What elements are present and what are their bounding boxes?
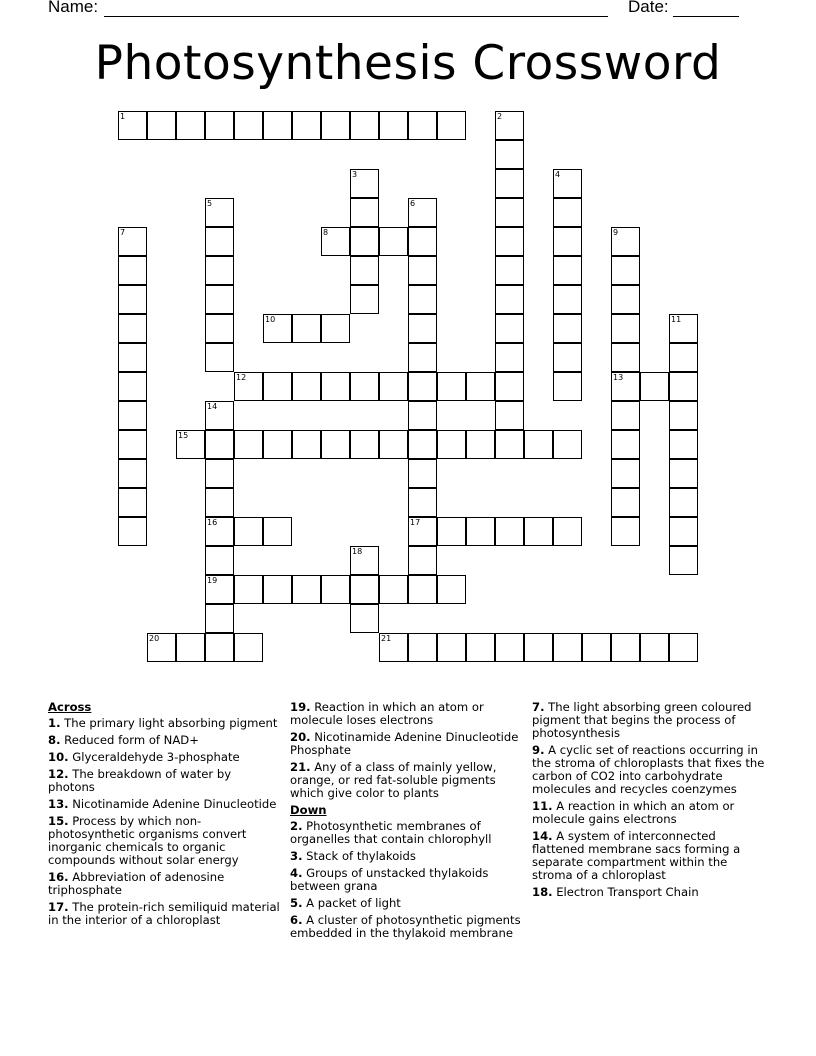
- clue-item: [290, 820, 522, 846]
- crossword-cell[interactable]: [408, 488, 437, 517]
- crossword-cell[interactable]: [234, 575, 263, 604]
- crossword-cell[interactable]: [524, 430, 553, 459]
- clue-number-label: 4.: [290, 866, 303, 880]
- crossword-cell[interactable]: [205, 546, 234, 575]
- crossword-cell[interactable]: [350, 285, 379, 314]
- clue-number-label: 1.: [48, 716, 61, 730]
- crossword-cell[interactable]: [321, 430, 350, 459]
- clue-number-label: 7.: [532, 700, 545, 714]
- clue-number: 9: [613, 228, 619, 237]
- clue-text: The breakdown of water by photons: [48, 767, 232, 794]
- crossword-cell[interactable]: [292, 314, 321, 343]
- clue-item: [48, 768, 280, 794]
- crossword-cell[interactable]: [437, 633, 466, 662]
- clue-item: [290, 761, 522, 800]
- clue-column-1: [48, 701, 280, 931]
- crossword-cell[interactable]: [205, 430, 234, 459]
- clue-number-label: 14.: [532, 829, 553, 843]
- crossword-cell[interactable]: [321, 314, 350, 343]
- crossword-cell[interactable]: [118, 314, 147, 343]
- crossword-cell[interactable]: [611, 227, 640, 256]
- clue-number-label: 21.: [290, 760, 311, 774]
- clue-text: Abbreviation of adenosine triphosphate: [48, 870, 225, 897]
- crossword-cell[interactable]: [611, 372, 640, 401]
- clue-number: 2: [497, 112, 503, 121]
- page-title: Photosynthesis Crossword: [94, 36, 722, 91]
- clue-text: Any of a class of mainly yellow, orange, or red fat-soluble pigments which give color to plants: [290, 760, 497, 800]
- crossword-cell[interactable]: [495, 633, 524, 662]
- clue-item: [290, 914, 522, 940]
- clue-number: 3: [352, 170, 358, 179]
- crossword-cell[interactable]: [495, 198, 524, 227]
- clue-number-label: 11.: [532, 799, 553, 813]
- crossword-cell[interactable]: [437, 517, 466, 546]
- clue-text: The light absorbing green coloured pigment that begins the process of photosynthesis: [532, 700, 752, 740]
- clue-number: 19: [207, 576, 218, 585]
- crossword-cell[interactable]: [408, 198, 437, 227]
- clue-item: [48, 717, 280, 730]
- clue-item: [48, 734, 280, 747]
- crossword-cell[interactable]: [234, 430, 263, 459]
- clue-number: 12: [236, 373, 247, 382]
- across-heading: Across: [48, 700, 92, 714]
- crossword-cell[interactable]: [669, 488, 698, 517]
- crossword-cell[interactable]: [495, 256, 524, 285]
- crossword-cell[interactable]: [205, 517, 234, 546]
- crossword-cell[interactable]: [205, 198, 234, 227]
- crossword-cell[interactable]: [205, 111, 234, 140]
- crossword-cell[interactable]: [379, 111, 408, 140]
- crossword-cell[interactable]: [408, 459, 437, 488]
- clue-text: A cyclic set of reactions occurring in the stroma of chloroplasts that fixes the carbon of CO2 into carbohydrate molecules and recycles coenzymes: [532, 743, 765, 796]
- crossword-cell[interactable]: [408, 111, 437, 140]
- clue-text: Electron Transport Chain: [556, 885, 699, 899]
- crossword-cell[interactable]: [292, 430, 321, 459]
- clue-number-label: 18.: [532, 885, 553, 899]
- clue-text: Photosynthetic membranes of organelles that contain chlorophyll: [290, 819, 492, 846]
- crossword-cell[interactable]: [553, 227, 582, 256]
- crossword-cell[interactable]: [408, 227, 437, 256]
- crossword-cell[interactable]: [118, 256, 147, 285]
- clue-item: [532, 701, 767, 740]
- crossword-cell[interactable]: [611, 343, 640, 372]
- clue-number: 16: [207, 518, 218, 527]
- crossword-cell[interactable]: [669, 633, 698, 662]
- crossword-cell[interactable]: [176, 633, 205, 662]
- clue-number: 20: [149, 634, 160, 643]
- crossword-cell[interactable]: [379, 575, 408, 604]
- clue-number: 17: [410, 518, 421, 527]
- crossword-cell[interactable]: [611, 488, 640, 517]
- clue-number-label: 19.: [290, 700, 311, 714]
- crossword-cell[interactable]: [379, 633, 408, 662]
- crossword-cell[interactable]: [408, 401, 437, 430]
- crossword-cell[interactable]: [350, 111, 379, 140]
- crossword-cell[interactable]: [350, 575, 379, 604]
- clue-number: 14: [207, 402, 218, 411]
- crossword-cell[interactable]: [437, 111, 466, 140]
- clue-text: Groups of unstacked thylakoids between grana: [290, 866, 489, 893]
- crossword-cell[interactable]: [611, 314, 640, 343]
- clue-item: [290, 731, 522, 757]
- crossword-cell[interactable]: [379, 430, 408, 459]
- clue-number-label: 16.: [48, 870, 69, 884]
- clue-text: A packet of light: [306, 896, 401, 910]
- crossword-cell[interactable]: [553, 343, 582, 372]
- crossword-cell[interactable]: [669, 546, 698, 575]
- clue-text: The protein-rich semiliquid material in the interior of a chloroplast: [48, 900, 280, 927]
- crossword-cell[interactable]: [205, 633, 234, 662]
- crossword-cell[interactable]: [234, 517, 263, 546]
- clue-number-label: 17.: [48, 900, 69, 914]
- clue-number: 8: [323, 228, 329, 237]
- crossword-cell[interactable]: [263, 111, 292, 140]
- crossword-cell[interactable]: [553, 198, 582, 227]
- clue-item: [48, 751, 280, 764]
- crossword-cell[interactable]: [234, 111, 263, 140]
- crossword-cell[interactable]: [495, 314, 524, 343]
- clue-number-label: 15.: [48, 814, 69, 828]
- crossword-cell[interactable]: [611, 459, 640, 488]
- clue-number-label: 5.: [290, 896, 303, 910]
- crossword-cell[interactable]: [437, 372, 466, 401]
- crossword-cell[interactable]: [524, 633, 553, 662]
- crossword-cell[interactable]: [437, 575, 466, 604]
- crossword-cell[interactable]: [350, 227, 379, 256]
- crossword-cell[interactable]: [234, 633, 263, 662]
- crossword-cell[interactable]: [408, 343, 437, 372]
- crossword-cell[interactable]: [582, 633, 611, 662]
- crossword-cell[interactable]: [321, 372, 350, 401]
- crossword-cell[interactable]: [437, 430, 466, 459]
- crossword-cell[interactable]: [118, 227, 147, 256]
- crossword-cell[interactable]: [321, 111, 350, 140]
- crossword-cell[interactable]: [263, 314, 292, 343]
- clue-item: [48, 815, 280, 867]
- crossword-cell[interactable]: [669, 372, 698, 401]
- crossword-cell[interactable]: [466, 430, 495, 459]
- clue-text: A reaction in which an atom or molecule gains electrons: [532, 799, 735, 826]
- crossword-cell[interactable]: [205, 488, 234, 517]
- crossword-cell[interactable]: [321, 575, 350, 604]
- clue-number: 13: [613, 373, 624, 382]
- crossword-cell[interactable]: [611, 401, 640, 430]
- clue-number-label: 13.: [48, 797, 69, 811]
- crossword-cell[interactable]: [640, 372, 669, 401]
- crossword-cell[interactable]: [553, 633, 582, 662]
- crossword-cell[interactable]: [350, 604, 379, 633]
- crossword-cell[interactable]: [350, 198, 379, 227]
- crossword-cell[interactable]: [408, 517, 437, 546]
- clue-text: Reaction in which an atom or molecule loses electrons: [290, 700, 484, 727]
- clue-item: [290, 867, 522, 893]
- crossword-cell[interactable]: [524, 517, 553, 546]
- crossword-cell[interactable]: [118, 372, 147, 401]
- clue-item: [290, 850, 522, 863]
- crossword-cell[interactable]: [553, 256, 582, 285]
- crossword-cell[interactable]: [205, 459, 234, 488]
- crossword-cell[interactable]: [495, 517, 524, 546]
- crossword-cell[interactable]: [495, 285, 524, 314]
- crossword-cell[interactable]: [350, 372, 379, 401]
- crossword-cell[interactable]: [408, 372, 437, 401]
- clue-number: 15: [178, 431, 189, 440]
- crossword-cell[interactable]: [495, 430, 524, 459]
- crossword-cell[interactable]: [118, 111, 147, 140]
- crossword-cell[interactable]: [205, 314, 234, 343]
- clue-number-label: 9.: [532, 743, 545, 757]
- clue-number-label: 2.: [290, 819, 303, 833]
- crossword-cell[interactable]: [611, 517, 640, 546]
- crossword-cell[interactable]: [611, 256, 640, 285]
- crossword-cell[interactable]: [408, 575, 437, 604]
- clue-item: [290, 701, 522, 727]
- clue-number: 21: [381, 634, 392, 643]
- crossword-cell[interactable]: [321, 227, 350, 256]
- crossword-cell[interactable]: [669, 343, 698, 372]
- crossword-cell[interactable]: [495, 140, 524, 169]
- crossword-cell[interactable]: [118, 430, 147, 459]
- clue-number: 6: [410, 199, 416, 208]
- crossword-cell[interactable]: [669, 459, 698, 488]
- crossword-cell[interactable]: [495, 401, 524, 430]
- clue-text: A cluster of photosynthetic pigments embedded in the thylakoid membrane: [290, 913, 521, 940]
- crossword-cell[interactable]: [669, 430, 698, 459]
- clue-text: Stack of thylakoids: [306, 849, 416, 863]
- crossword-cell[interactable]: [205, 401, 234, 430]
- crossword-cell[interactable]: [292, 575, 321, 604]
- date-label: Date:: [628, 0, 669, 16]
- crossword-cell[interactable]: [205, 256, 234, 285]
- crossword-cell[interactable]: [263, 517, 292, 546]
- clue-text: Nicotinamide Adenine Dinucleotide: [72, 797, 277, 811]
- clue-number: 5: [207, 199, 213, 208]
- crossword-cell[interactable]: [495, 111, 524, 140]
- clue-number: 18: [352, 547, 363, 556]
- crossword-cell[interactable]: [466, 633, 495, 662]
- clue-text: A system of interconnected flattened membrane sacs forming a separate compartment within the stroma of a chloroplast: [532, 829, 741, 882]
- crossword-cell[interactable]: [408, 314, 437, 343]
- crossword-cell[interactable]: [118, 517, 147, 546]
- crossword-cell[interactable]: [611, 285, 640, 314]
- clue-number-label: 10.: [48, 750, 69, 764]
- crossword-cell[interactable]: [408, 546, 437, 575]
- clue-item: [48, 798, 280, 811]
- crossword-cell[interactable]: [495, 343, 524, 372]
- clue-number: 10: [265, 315, 276, 324]
- crossword-cell[interactable]: [669, 517, 698, 546]
- crossword-cell[interactable]: [408, 285, 437, 314]
- crossword-cell[interactable]: [292, 111, 321, 140]
- clue-number-label: 20.: [290, 730, 311, 744]
- crossword-cell[interactable]: [263, 575, 292, 604]
- clue-column-2: [290, 701, 522, 944]
- crossword-cell[interactable]: [495, 227, 524, 256]
- crossword-cell[interactable]: [263, 372, 292, 401]
- crossword-cell[interactable]: [118, 401, 147, 430]
- clue-item: [532, 830, 767, 882]
- crossword-cell[interactable]: [553, 285, 582, 314]
- clue-column-3: [532, 701, 767, 903]
- crossword-cell[interactable]: [350, 546, 379, 575]
- crossword-cell[interactable]: [350, 256, 379, 285]
- clue-number: 1: [120, 112, 126, 121]
- clue-item: [532, 744, 767, 796]
- clue-text: Process by which non-photosynthetic organisms convert inorganic chemicals to organic compounds without solar energy: [48, 814, 247, 867]
- crossword-cell[interactable]: [495, 372, 524, 401]
- crossword-cell[interactable]: [379, 372, 408, 401]
- crossword-cell[interactable]: [147, 111, 176, 140]
- crossword-cell[interactable]: [611, 430, 640, 459]
- crossword-cell[interactable]: [147, 633, 176, 662]
- crossword-cell[interactable]: [263, 430, 292, 459]
- crossword-cell[interactable]: [408, 633, 437, 662]
- clue-number: 7: [120, 228, 126, 237]
- clue-item: [532, 800, 767, 826]
- crossword-cell[interactable]: [118, 459, 147, 488]
- clue-number: 4: [555, 170, 561, 179]
- crossword-cell[interactable]: [118, 285, 147, 314]
- clue-number-label: 12.: [48, 767, 69, 781]
- crossword-cell[interactable]: [205, 285, 234, 314]
- clue-item: [48, 871, 280, 897]
- crossword-cell[interactable]: [408, 430, 437, 459]
- name-label: Name:: [48, 0, 99, 16]
- crossword-cell[interactable]: [553, 517, 582, 546]
- crossword-cell[interactable]: [118, 343, 147, 372]
- clue-item: [532, 886, 767, 899]
- clue-text: The primary light absorbing pigment: [64, 716, 278, 730]
- crossword-cell[interactable]: [379, 227, 408, 256]
- crossword-cell[interactable]: [292, 372, 321, 401]
- crossword-cell[interactable]: [350, 169, 379, 198]
- crossword-cell[interactable]: [553, 372, 582, 401]
- crossword-cell[interactable]: [495, 169, 524, 198]
- crossword-cell[interactable]: [466, 372, 495, 401]
- crossword-cell[interactable]: [205, 227, 234, 256]
- clue-number-label: 3.: [290, 849, 303, 863]
- crossword-cell[interactable]: [118, 488, 147, 517]
- crossword-cell[interactable]: [640, 633, 669, 662]
- clue-item: [290, 897, 522, 910]
- clue-number-label: 6.: [290, 913, 303, 927]
- clue-text: Glyceraldehyde 3-phosphate: [72, 750, 240, 764]
- crossword-cell[interactable]: [176, 111, 205, 140]
- crossword-cell[interactable]: [234, 372, 263, 401]
- clue-number-label: 8.: [48, 733, 61, 747]
- clue-text: Reduced form of NAD+: [64, 733, 199, 747]
- crossword-cell[interactable]: [553, 169, 582, 198]
- crossword-cell[interactable]: [669, 401, 698, 430]
- crossword-cell[interactable]: [611, 633, 640, 662]
- crossword-cell[interactable]: [205, 604, 234, 633]
- crossword-cell[interactable]: [553, 430, 582, 459]
- crossword-cell[interactable]: [669, 314, 698, 343]
- crossword-cell[interactable]: [408, 256, 437, 285]
- clue-item: [48, 901, 280, 927]
- crossword-cell[interactable]: [176, 430, 205, 459]
- crossword-cell[interactable]: [350, 430, 379, 459]
- crossword-cell[interactable]: [205, 343, 234, 372]
- clue-number: 11: [671, 315, 682, 324]
- crossword-cell[interactable]: [205, 575, 234, 604]
- down-heading: Down: [290, 803, 327, 817]
- clue-text: Nicotinamide Adenine Dinucleotide Phosphate: [290, 730, 519, 757]
- crossword-cell[interactable]: [466, 517, 495, 546]
- crossword-cell[interactable]: [553, 314, 582, 343]
